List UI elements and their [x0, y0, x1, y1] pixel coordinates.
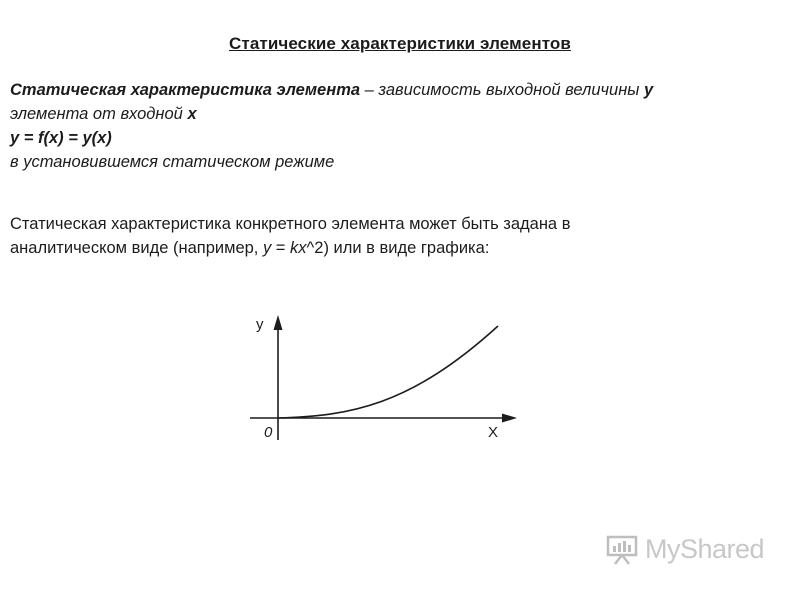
- paragraph-formula-y: y: [262, 239, 272, 257]
- paragraph-formula-kx: kx: [290, 239, 307, 257]
- static-characteristic-graph: [240, 305, 530, 455]
- definition-var-y: y: [644, 81, 654, 99]
- y-axis-label: y: [256, 316, 264, 333]
- paragraph-line-2: [10, 236, 795, 260]
- paragraph-line-1: Статическая характеристика конкретного элемента может быть задана в: [10, 215, 571, 233]
- definition-formula: y = f(x) = y(x): [10, 129, 112, 147]
- watermark: [605, 534, 764, 565]
- characteristic-curve: [278, 326, 498, 418]
- description-paragraph: [10, 212, 795, 260]
- paragraph-line-2-after: ^2) или в виде графика:: [306, 239, 490, 257]
- x-axis-arrow-icon: [502, 414, 517, 423]
- x-axis-label: X: [488, 424, 499, 441]
- paragraph-formula-eq: =: [271, 239, 291, 257]
- page-title: Статические характеристики элементов: [229, 34, 571, 53]
- definition-var-x: x: [187, 105, 197, 123]
- definition-dash-text: – зависимость выходной величины: [360, 81, 645, 99]
- origin-label: 0: [264, 424, 273, 441]
- definition-block: [10, 78, 795, 174]
- watermark-text: MyShared: [645, 534, 765, 564]
- definition-term: Статическая характеристика элемента: [10, 81, 361, 99]
- definition-line-4: в установившемся статическом режиме: [10, 153, 335, 171]
- definition-line-2-text: элемента от входной: [10, 105, 188, 123]
- definition-line-1: [10, 78, 795, 102]
- definition-line-2: [10, 102, 795, 126]
- paragraph-line-2-before: аналитическом виде (например,: [10, 239, 263, 257]
- y-axis-arrow-icon: [274, 315, 283, 330]
- presentation-board-icon: [605, 535, 639, 565]
